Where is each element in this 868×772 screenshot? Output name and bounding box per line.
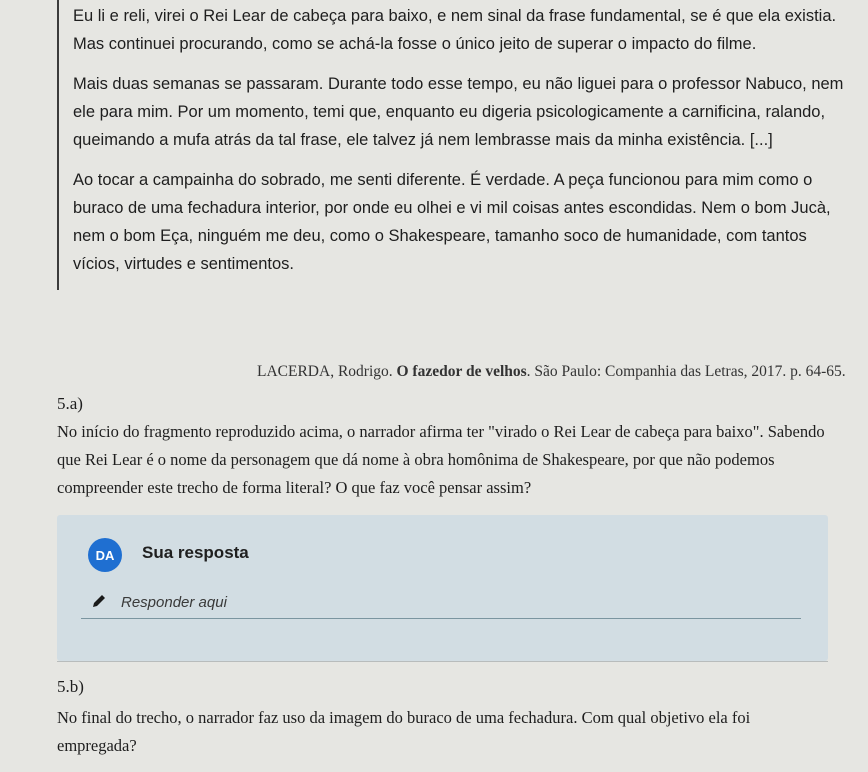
citation <box>257 362 846 382</box>
divider <box>57 661 828 662</box>
citation-title: O fazedor de velhos <box>396 363 527 380</box>
avatar: DA <box>88 538 122 572</box>
pencil-icon <box>91 593 107 609</box>
citation-rest: . São Paulo: Companhia das Letras, 2017. p. 64-65. <box>526 363 846 380</box>
answer-box <box>57 515 828 661</box>
excerpt-paragraph-2: Mais duas semanas se passaram. Durante todo esse tempo, eu não liguei para o professor Nabuco, nem ele para mim. Por um momento, temi que, enquanto eu digeria psicologicamente a carnificina, ralando, queimando a mufa atrás da tal frase, ele talvez já nem lembrasse mais da minha existência. [...] <box>73 75 844 149</box>
excerpt-paragraph-3: Ao tocar a campainha do sobrado, me senti diferente. É verdade. A peça funcionou para mim como o buraco de uma fechadura interior, por onde eu olhei e vi mil coisas antes escondidas. Nem o bom Jucà, nem o bom Eça, ninguém me deu, como o Shakespeare, tamanho soco de humanidade, com tantos vícios, virtudes e sentimentos. <box>73 171 831 273</box>
question-b-number: 5.b) <box>57 677 84 696</box>
question-a-text: No início do fragmento reproduzido acima, o narrador afirma ter "virado o Rei Lear de cabeça para baixo". Sabendo que Rei Lear é o nome da personagem que dá nome à obra homônima de Shakespeare, por que não podemos compreender este trecho de forma literal? O que faz você pensar assim? <box>57 422 825 497</box>
question-a-number: 5.a) <box>57 394 83 413</box>
excerpt-paragraph-1: Eu li e reli, virei o Rei Lear de cabeça para baixo, e nem sinal da frase fundamental, se é que ela existia. Mas continuei procurando, como se achá-la fosse o único jeito de superar o impacto do filme. <box>73 7 837 53</box>
excerpt-block <box>57 0 847 290</box>
answer-label: Sua resposta <box>142 543 249 562</box>
citation-author: LACERDA, Rodrigo. <box>257 363 393 380</box>
question-b-text: No final do trecho, o narrador faz uso da imagem do buraco de uma fechadura. Com qual objetivo ela foi empregada? <box>57 708 751 755</box>
answer-input[interactable] <box>81 587 801 619</box>
